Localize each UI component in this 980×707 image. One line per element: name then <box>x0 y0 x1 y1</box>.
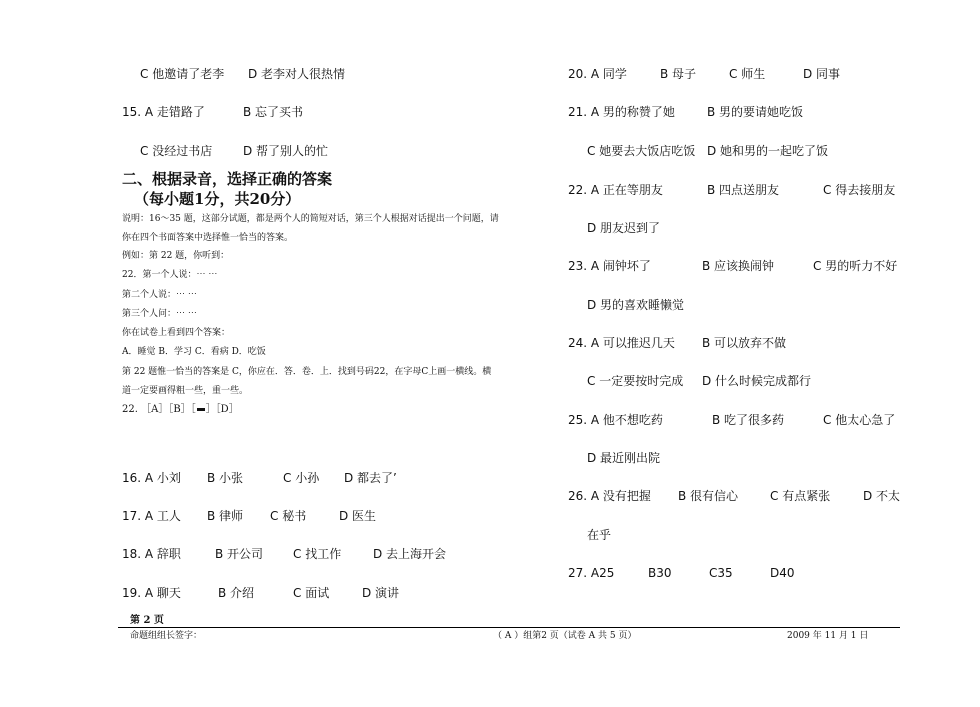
instruction-line: 说明：16～35 题，这部分试题，都是两个人的简短对话，第三个人根据对话提出一个问题，请 <box>122 214 499 224</box>
example-answer-sheet <box>122 404 239 416</box>
instruction-line: 第 22 题惟一恰当的答案是 C，你应在．答．卷．上．找到号码22，在字母C上画一横线。横 <box>122 367 492 377</box>
option-a: 21. A 男的称赞了她 <box>568 105 675 119</box>
bubble-c-filled-mark <box>197 408 205 411</box>
instruction-line: 例如：第 22 题，你听到： <box>122 251 230 261</box>
instruction-line: 第二个人说：⋯ ⋯ <box>122 290 197 300</box>
bubble-d: ［D］ <box>215 404 239 415</box>
option-b: B 男的要请她吃饭 <box>707 105 804 119</box>
option-d: D40 <box>770 566 795 580</box>
bubble-c-open: ［ <box>190 404 196 415</box>
bubble-c-close: ］ <box>205 404 216 415</box>
group-page-info: （ A ）组第2 页（试卷 A 共 5 页） <box>493 631 637 641</box>
option-d: D 医生 <box>339 509 377 523</box>
option-c: C 他邀请了老李 <box>140 67 225 81</box>
option-a: 26. A 没有把握 <box>568 489 651 503</box>
option-c: C 一定要按时完成 <box>587 374 684 388</box>
option-c: C 师生 <box>729 67 766 81</box>
option-a: 27. A25 <box>568 566 615 580</box>
option-a: 20. A 同学 <box>568 67 627 81</box>
signature-label: 命题组组长签字： <box>130 631 203 641</box>
instruction-line: 你在四个书面答案中选择惟一恰当的答案。 <box>122 233 294 243</box>
option-b: B 吃了很多药 <box>712 413 785 427</box>
option-b: B 母子 <box>660 67 697 81</box>
option-a: 25. A 他不想吃药 <box>568 413 663 427</box>
instruction-line: A．睡觉 B．学习 C．看病 D．吃饭 <box>122 347 266 357</box>
option-a: 17. A 工人 <box>122 509 181 523</box>
option-a: 19. A 聊天 <box>122 586 181 600</box>
option-d: D 帮了别人的忙 <box>243 144 329 158</box>
option-c: C35 <box>709 566 733 580</box>
option-b: B 四点送朋友 <box>707 183 780 197</box>
footer-divider <box>118 627 900 628</box>
option-b: B 开公司 <box>215 547 264 561</box>
option-c: C 秘书 <box>270 509 307 523</box>
option-a: 15. A 走错路了 <box>122 105 205 119</box>
option-b: B 小张 <box>207 471 244 485</box>
instruction-line: 22．第一个人说：⋯ ⋯ <box>122 270 218 280</box>
instruction-line: 第三个人问：⋯ ⋯ <box>122 309 197 319</box>
option-d: D 不太 <box>863 489 901 503</box>
option-c: C 得去接朋友 <box>823 183 896 197</box>
option-b: B 应该换闹钟 <box>702 259 775 273</box>
option-c: C 面试 <box>293 586 330 600</box>
option-b: B 介绍 <box>218 586 255 600</box>
option-d: D 老李对人很热情 <box>248 67 346 81</box>
option-b: B 忘了买书 <box>243 105 304 119</box>
option-c: C 没经过书店 <box>140 144 213 158</box>
option-c: C 小孙 <box>283 471 320 485</box>
option-d: D 男的喜欢睡懒觉 <box>587 298 685 312</box>
option-c: C 男的听力不好 <box>813 259 898 273</box>
option-b: B 可以放弃不做 <box>702 336 787 350</box>
option-d: D 同事 <box>803 67 841 81</box>
option-a: 16. A 小刘 <box>122 471 181 485</box>
example-number: 22. <box>122 404 138 415</box>
option-c: C 她要去大饭店吃饭 <box>587 144 696 158</box>
option-b: B 很有信心 <box>678 489 739 503</box>
section-2-subtitle: （每小题1分，共20分） <box>134 190 301 208</box>
option-b: B 律师 <box>207 509 244 523</box>
bubble-a: ［A］ <box>141 404 169 415</box>
option-c: C 他太心急了 <box>823 413 896 427</box>
instruction-line: 道一定要画得粗一些，重一些。 <box>122 386 249 396</box>
option-a: 24. A 可以推迟几天 <box>568 336 675 350</box>
option-a: 22. A 正在等朋友 <box>568 183 663 197</box>
option-c: C 有点紧张 <box>770 489 831 503</box>
exam-date: 2009 年 11 月 1 日 <box>787 631 869 641</box>
option-a: 18. A 辞职 <box>122 547 181 561</box>
option-d: D 朋友迟到了 <box>587 221 661 235</box>
option-d: D 去上海开会 <box>373 547 447 561</box>
option-b: B30 <box>648 566 672 580</box>
option-d: D 演讲 <box>362 586 400 600</box>
option-d: D 什么时候完成都行 <box>702 374 812 388</box>
page-number-label: 第 2 页 <box>130 615 164 626</box>
bubble-b: ［B］ <box>168 404 191 415</box>
instruction-line: 你在试卷上看到四个答案： <box>122 328 231 338</box>
option-d: D 都去了’ <box>344 471 397 485</box>
section-2-title: 二、根据录音，选择正确的答案 <box>122 170 333 188</box>
option-d: D 最近刚出院 <box>587 451 661 465</box>
option-d: D 她和男的一起吃了饭 <box>707 144 829 158</box>
option-d-continuation: 在乎 <box>587 528 612 542</box>
option-a: 23. A 闹钟坏了 <box>568 259 651 273</box>
option-c: C 找工作 <box>293 547 342 561</box>
